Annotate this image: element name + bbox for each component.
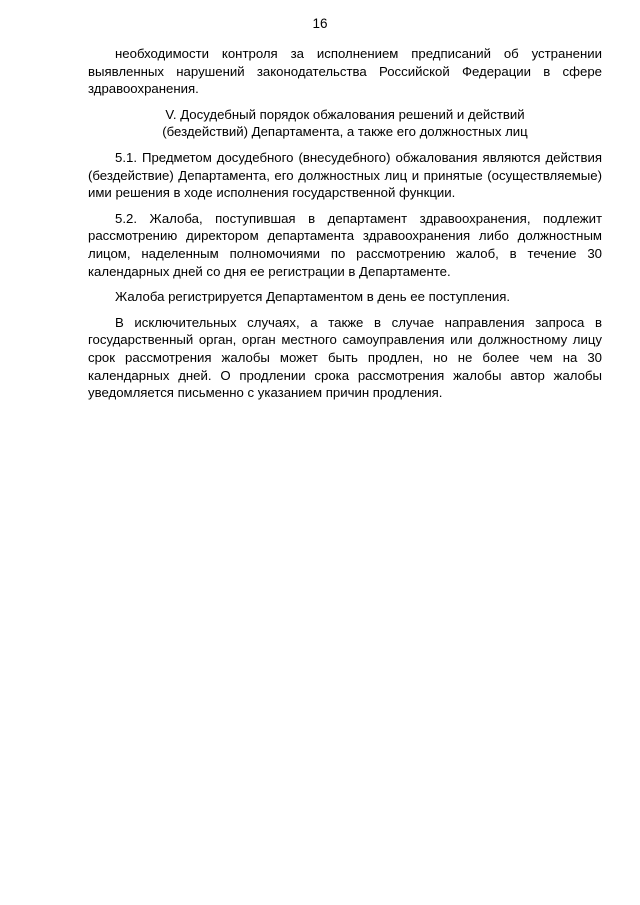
intro-paragraph: необходимости контроля за исполнением предписаний об устранении выявленных нарушений законодательства Российской Федерации в сфере здравоохранения. xyxy=(88,46,602,97)
section-heading-line-1: V. Досудебный порядок обжалования решений и действий xyxy=(165,106,525,122)
paragraph-5-1: 5.1. Предметом досудебного (внесудебного) обжалования являются действия (бездействие) Департамента, его должностных лиц и принятые (осуществляемые) ими решения в ходе исполнения государственной функции. xyxy=(88,149,602,201)
paragraph-registration: Жалоба регистрируется Департаментом в день ее поступления. xyxy=(115,289,511,305)
section-heading-line-2: (бездействий) Департамента, а также его должностных лиц xyxy=(162,124,528,140)
paragraph-5-2: 5.2. Жалоба, поступившая в департамент здравоохранения, подлежит рассмотрению директором департамента здравоохранения либо должностным лицом, наделенным полномочиями по рассмотрению жалоб, в течение 30 календарных дней со дня ее регистрации в Департаменте. xyxy=(88,210,602,279)
document-body xyxy=(88,45,602,402)
section-heading xyxy=(88,106,602,141)
page-number: 16 xyxy=(312,16,328,31)
paragraph-extension: В исключительных случаях, а также в случае направления запроса в государственный орган, орган местного самоуправления или должностному лицу срок рассмотрения жалобы может быть продлен, но не более чем на 30 календарных дней. О продлении срока рассмотрения жалобы автор жалобы уведомляется письменно с указанием причин продления. xyxy=(88,314,602,401)
